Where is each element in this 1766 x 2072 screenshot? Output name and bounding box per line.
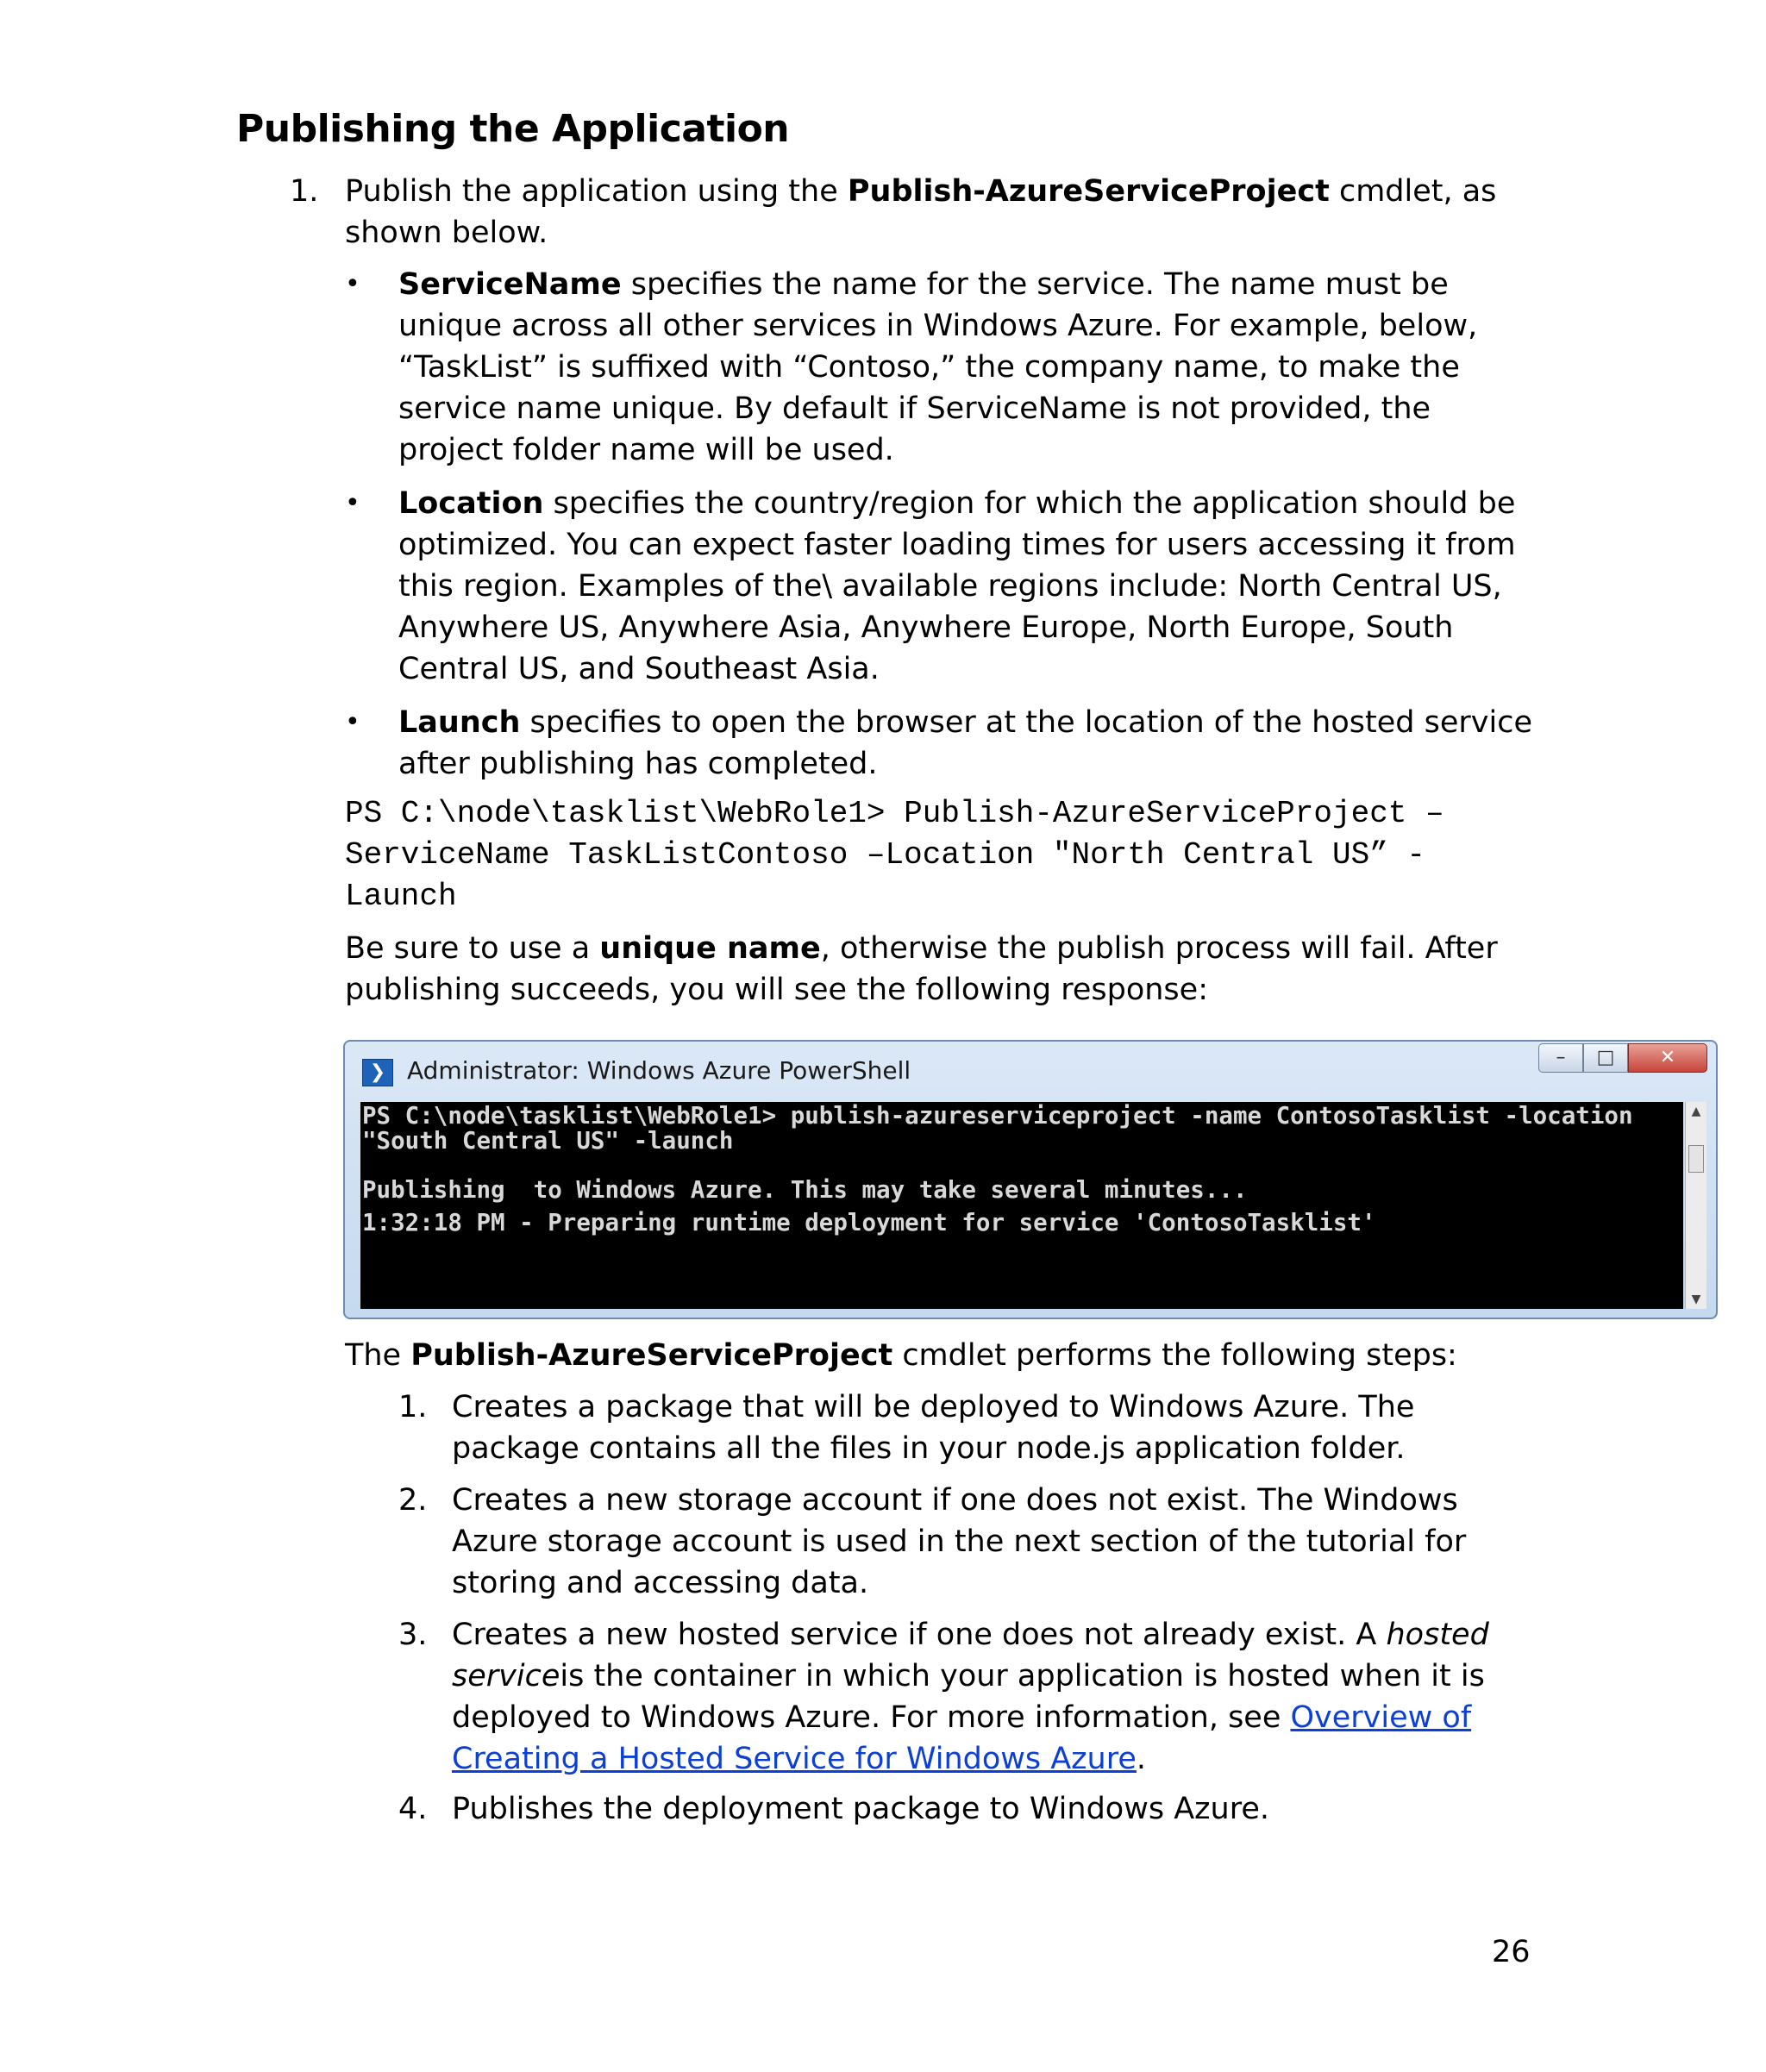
page-number: 26 xyxy=(1492,1935,1531,1969)
console-line: PS C:\node\tasklist\WebRole1> publish-azureserviceproject -name ContosoTasklist -location "South Central US" -launch xyxy=(362,1102,1648,1155)
overview-hosted-service-link[interactable]: Overview of Creating a Hosted Service for Windows Azure xyxy=(452,1700,1472,1776)
close-icon[interactable]: ✕ xyxy=(1628,1043,1707,1073)
bullet-location: Location specifies the country/region for which the application should be optimized. You can expect faster loading times for users accessing it from this region. Examples of the\ available regions include: North Central US, Anywhere US, Anywhere Asia, Anywhere Europe, North Europe, South Central US, and Southeast Asia. xyxy=(398,486,1516,686)
powershell-icon: ❯ xyxy=(362,1059,393,1086)
step-item: Creates a new hosted service if one does not already exist. A hosted serviceis the container in which your application is hosted when it is deployed to Windows Azure. For more information, see Overview of Creating a Hosted Service for Windows Azure. xyxy=(452,1618,1489,1776)
console-line: Publishing to Windows Azure. This may take several minutes... xyxy=(362,1175,1248,1204)
step-number: 2. xyxy=(398,1483,428,1518)
window-title: Administrator: Windows Azure PowerShell xyxy=(407,1056,911,1085)
bullet-launch: Launch specifies to open the browser at the location of the hosted service after publishing has completed. xyxy=(398,705,1532,781)
scroll-up-arrow-icon[interactable]: ▲ xyxy=(1691,1105,1701,1118)
window-controls xyxy=(1538,1043,1707,1074)
step-number: 3. xyxy=(398,1618,428,1652)
console-output xyxy=(362,1104,1673,1236)
step-number: 1. xyxy=(398,1390,428,1424)
step-item: Creates a new storage account if one does not exist. The Windows Azure storage account is used in the next section of the tutorial for storing and accessing data. xyxy=(452,1483,1467,1600)
scroll-down-arrow-icon[interactable]: ▼ xyxy=(1691,1293,1701,1306)
bullet-symbol: • xyxy=(345,488,360,518)
console-line: 1:32:18 PM - Preparing runtime deployment for service 'ContosoTasklist' xyxy=(362,1209,1376,1236)
note-paragraph: Be sure to use a unique name, otherwise the publish process will fail. After publishing succeeds, you will see the following response: xyxy=(345,931,1498,1007)
bullet-symbol: • xyxy=(345,707,360,737)
vertical-scrollbar[interactable] xyxy=(1685,1102,1707,1309)
steps-intro: The Publish-AzureServiceProject cmdlet performs the following steps: xyxy=(345,1338,1457,1373)
unique-name-emphasis: unique name xyxy=(599,931,821,966)
powershell-window xyxy=(343,1040,1718,1319)
command-example: PS C:\node\tasklist\WebRole1> Publish-AzureServiceProject –ServiceName TaskListContoso –Location "North Central US” -Launch xyxy=(345,796,1444,914)
scroll-thumb[interactable] xyxy=(1688,1145,1704,1173)
step1-text: Publish the application using the Publish-AzureServiceProject cmdlet, as shown below. xyxy=(345,174,1497,250)
maximize-icon[interactable]: □ xyxy=(1583,1043,1628,1073)
step-item: Publishes the deployment package to Windows Azure. xyxy=(452,1792,1269,1826)
minimize-icon[interactable]: – xyxy=(1538,1043,1583,1073)
bullet-symbol: • xyxy=(345,269,360,299)
bullet-servicename: ServiceName specifies the name for the service. The name must be unique across all other services in Windows Azure. For example, below, “TaskList” is suffixed with “Contoso,” the company name, to make the service name unique. By default if ServiceName is not provided, the project folder name will be used. xyxy=(398,267,1478,467)
step-item: Creates a package that will be deployed to Windows Azure. The package contains all the files in your node.js application folder. xyxy=(452,1390,1415,1466)
cmdlet-name: Publish-AzureServiceProject xyxy=(847,174,1330,209)
step-number: 4. xyxy=(398,1792,428,1826)
step-number: 1. xyxy=(290,174,319,209)
console-area[interactable] xyxy=(360,1102,1683,1309)
section-heading: Publishing the Application xyxy=(236,107,790,151)
